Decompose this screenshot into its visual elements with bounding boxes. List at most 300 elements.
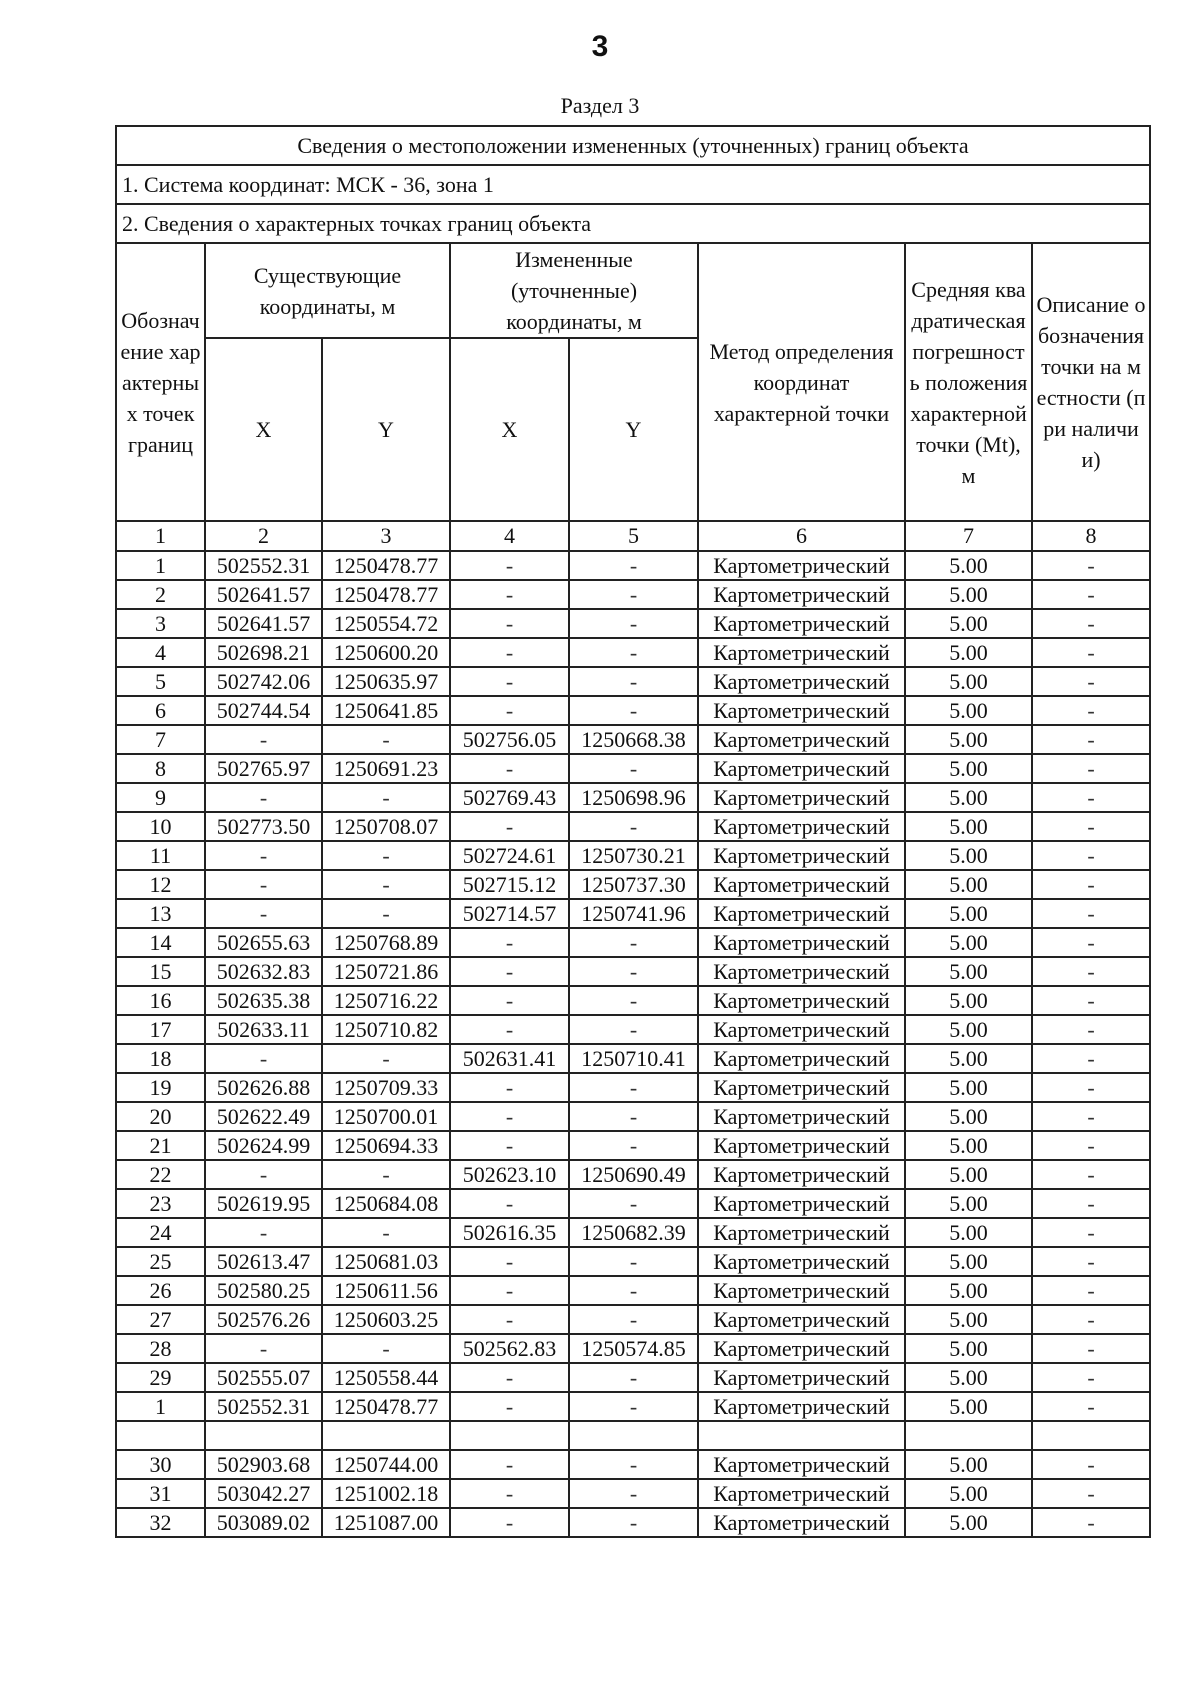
existing-y-cell: 1250554.72 xyxy=(322,609,450,638)
point-id-cell: 20 xyxy=(116,1102,205,1131)
column-number: 3 xyxy=(322,521,450,551)
table-row xyxy=(116,754,1150,783)
method-cell: Картометрический xyxy=(698,580,905,609)
point-id-cell: 18 xyxy=(116,1044,205,1073)
description-cell: - xyxy=(1032,1073,1150,1102)
existing-x-cell: - xyxy=(205,870,322,899)
method-cell: Картометрический xyxy=(698,1334,905,1363)
table-title: Сведения о местоположении измененных (уточненных) границ объекта xyxy=(116,126,1150,165)
changed-y-cell: 1250574.85 xyxy=(569,1334,698,1363)
existing-y-cell: 1250768.89 xyxy=(322,928,450,957)
mean-error-cell: 5.00 xyxy=(905,1102,1032,1131)
mean-error-cell xyxy=(905,1421,1032,1450)
description-cell: - xyxy=(1032,1508,1150,1537)
changed-x-cell: - xyxy=(450,812,569,841)
changed-y-cell: 1250698.96 xyxy=(569,783,698,812)
mean-error-cell: 5.00 xyxy=(905,986,1032,1015)
existing-y-cell: 1250478.77 xyxy=(322,580,450,609)
mean-error-cell: 5.00 xyxy=(905,1276,1032,1305)
changed-y-cell: 1250682.39 xyxy=(569,1218,698,1247)
point-id-cell: 31 xyxy=(116,1479,205,1508)
description-cell: - xyxy=(1032,580,1150,609)
mean-error-cell: 5.00 xyxy=(905,812,1032,841)
changed-y-cell: - xyxy=(569,609,698,638)
description-cell: - xyxy=(1032,1218,1150,1247)
mean-error-cell: 5.00 xyxy=(905,1189,1032,1218)
column-number: 6 xyxy=(698,521,905,551)
column-number: 8 xyxy=(1032,521,1150,551)
changed-y-cell: 1250710.41 xyxy=(569,1044,698,1073)
description-cell: - xyxy=(1032,1392,1150,1421)
changed-x-cell: - xyxy=(450,667,569,696)
existing-y-cell: - xyxy=(322,725,450,754)
point-id-cell: 17 xyxy=(116,1015,205,1044)
mean-error-cell: 5.00 xyxy=(905,1392,1032,1421)
existing-y-cell: 1250558.44 xyxy=(322,1363,450,1392)
mean-error-cell: 5.00 xyxy=(905,638,1032,667)
column-number: 7 xyxy=(905,521,1032,551)
header-description: Описание обозначения точки на местности (при наличии) xyxy=(1032,243,1150,521)
table-row xyxy=(116,1160,1150,1189)
changed-y-cell: - xyxy=(569,551,698,580)
table-row xyxy=(116,1392,1150,1421)
table-row xyxy=(116,899,1150,928)
table-row xyxy=(116,667,1150,696)
changed-x-cell: - xyxy=(450,609,569,638)
changed-x-cell xyxy=(450,1421,569,1450)
description-cell: - xyxy=(1032,1247,1150,1276)
method-cell: Картометрический xyxy=(698,1102,905,1131)
existing-y-cell: 1250708.07 xyxy=(322,812,450,841)
method-cell: Картометрический xyxy=(698,899,905,928)
changed-x-cell: - xyxy=(450,638,569,667)
mean-error-cell: 5.00 xyxy=(905,1218,1032,1247)
mean-error-cell: 5.00 xyxy=(905,1247,1032,1276)
table-row xyxy=(116,1421,1150,1450)
existing-x-cell: - xyxy=(205,899,322,928)
point-id-cell: 14 xyxy=(116,928,205,957)
mean-error-cell: 5.00 xyxy=(905,1334,1032,1363)
existing-y-cell: 1250684.08 xyxy=(322,1189,450,1218)
existing-x-cell: 502773.50 xyxy=(205,812,322,841)
method-cell: Картометрический xyxy=(698,1276,905,1305)
changed-x-cell: 502562.83 xyxy=(450,1334,569,1363)
table-row xyxy=(116,1276,1150,1305)
coordinates-table xyxy=(115,125,1151,1538)
point-id-cell: 10 xyxy=(116,812,205,841)
point-id-cell: 30 xyxy=(116,1450,205,1479)
changed-x-cell: 502616.35 xyxy=(450,1218,569,1247)
existing-x-cell: 502552.31 xyxy=(205,551,322,580)
existing-x-cell: 502903.68 xyxy=(205,1450,322,1479)
changed-x-cell: 502756.05 xyxy=(450,725,569,754)
method-cell: Картометрический xyxy=(698,1160,905,1189)
method-cell: Картометрический xyxy=(698,1044,905,1073)
coordinate-system: 1. Система координат: МСК - 36, зона 1 xyxy=(116,165,1150,204)
existing-y-cell: 1250603.25 xyxy=(322,1305,450,1334)
description-cell: - xyxy=(1032,754,1150,783)
existing-x-cell: 502555.07 xyxy=(205,1363,322,1392)
method-cell: Картометрический xyxy=(698,1450,905,1479)
mean-error-cell: 5.00 xyxy=(905,1015,1032,1044)
existing-x-cell: 502552.31 xyxy=(205,1392,322,1421)
method-cell: Картометрический xyxy=(698,1392,905,1421)
changed-x-cell: - xyxy=(450,1276,569,1305)
description-cell xyxy=(1032,1421,1150,1450)
existing-x-cell: 502576.26 xyxy=(205,1305,322,1334)
header-existing-x: X xyxy=(205,338,322,521)
changed-x-cell: 502769.43 xyxy=(450,783,569,812)
point-id-cell xyxy=(116,1421,205,1450)
method-cell: Картометрический xyxy=(698,1247,905,1276)
changed-y-cell: - xyxy=(569,928,698,957)
method-cell: Картометрический xyxy=(698,667,905,696)
table-row xyxy=(116,1305,1150,1334)
table-body xyxy=(116,551,1150,1537)
existing-x-cell: - xyxy=(205,1334,322,1363)
mean-error-cell: 5.00 xyxy=(905,1363,1032,1392)
existing-x-cell: 503089.02 xyxy=(205,1508,322,1537)
table-row xyxy=(116,986,1150,1015)
existing-x-cell: 502698.21 xyxy=(205,638,322,667)
existing-x-cell: 502626.88 xyxy=(205,1073,322,1102)
mean-error-cell: 5.00 xyxy=(905,754,1032,783)
changed-x-cell: - xyxy=(450,1189,569,1218)
changed-y-cell: - xyxy=(569,1479,698,1508)
changed-y-cell: - xyxy=(569,1131,698,1160)
header-method: Метод определения координат характерной точки xyxy=(698,243,905,521)
method-cell: Картометрический xyxy=(698,870,905,899)
method-cell: Картометрический xyxy=(698,1479,905,1508)
table-row xyxy=(116,1218,1150,1247)
changed-x-cell: 502715.12 xyxy=(450,870,569,899)
changed-x-cell: - xyxy=(450,1131,569,1160)
point-id-cell: 11 xyxy=(116,841,205,870)
existing-x-cell: 502580.25 xyxy=(205,1276,322,1305)
description-cell: - xyxy=(1032,783,1150,812)
existing-y-cell xyxy=(322,1421,450,1450)
table-row xyxy=(116,957,1150,986)
changed-x-cell: - xyxy=(450,696,569,725)
table-row xyxy=(116,783,1150,812)
header-mean-error: Средняя квадратическая погрешность положения характерной точки (Mt), м xyxy=(905,243,1032,521)
method-cell: Картометрический xyxy=(698,696,905,725)
table-row xyxy=(116,841,1150,870)
changed-y-cell: - xyxy=(569,1508,698,1537)
mean-error-cell: 5.00 xyxy=(905,841,1032,870)
description-cell: - xyxy=(1032,1102,1150,1131)
changed-x-cell: - xyxy=(450,551,569,580)
header-changed-y: Y xyxy=(569,338,698,521)
changed-x-cell: - xyxy=(450,1102,569,1131)
changed-y-cell: - xyxy=(569,754,698,783)
mean-error-cell: 5.00 xyxy=(905,1305,1032,1334)
point-id-cell: 3 xyxy=(116,609,205,638)
method-cell xyxy=(698,1421,905,1450)
description-cell: - xyxy=(1032,609,1150,638)
changed-y-cell: 1250690.49 xyxy=(569,1160,698,1189)
changed-y-cell: - xyxy=(569,986,698,1015)
existing-y-cell: 1250716.22 xyxy=(322,986,450,1015)
description-cell: - xyxy=(1032,1450,1150,1479)
existing-y-cell: 1250478.77 xyxy=(322,551,450,580)
table-row xyxy=(116,609,1150,638)
changed-x-cell: 502623.10 xyxy=(450,1160,569,1189)
method-cell: Картометрический xyxy=(698,1073,905,1102)
existing-x-cell: - xyxy=(205,1218,322,1247)
description-cell: - xyxy=(1032,1276,1150,1305)
changed-x-cell: 502724.61 xyxy=(450,841,569,870)
changed-y-cell: - xyxy=(569,1392,698,1421)
description-cell: - xyxy=(1032,928,1150,957)
page-number: 3 xyxy=(591,30,609,63)
point-id-cell: 5 xyxy=(116,667,205,696)
mean-error-cell: 5.00 xyxy=(905,1508,1032,1537)
existing-x-cell: 502765.97 xyxy=(205,754,322,783)
existing-x-cell: 502613.47 xyxy=(205,1247,322,1276)
changed-y-cell: 1250668.38 xyxy=(569,725,698,754)
table-row xyxy=(116,1479,1150,1508)
existing-y-cell: 1250600.20 xyxy=(322,638,450,667)
method-cell: Картометрический xyxy=(698,638,905,667)
description-cell: - xyxy=(1032,957,1150,986)
mean-error-cell: 5.00 xyxy=(905,928,1032,957)
changed-y-cell: - xyxy=(569,696,698,725)
table-row xyxy=(116,1015,1150,1044)
header-changed-x: X xyxy=(450,338,569,521)
method-cell: Картометрический xyxy=(698,1131,905,1160)
description-cell: - xyxy=(1032,1305,1150,1334)
description-cell: - xyxy=(1032,870,1150,899)
point-id-cell: 28 xyxy=(116,1334,205,1363)
existing-y-cell: 1250700.01 xyxy=(322,1102,450,1131)
table-row xyxy=(116,696,1150,725)
description-cell: - xyxy=(1032,1334,1150,1363)
method-cell: Картометрический xyxy=(698,725,905,754)
table-row xyxy=(116,580,1150,609)
column-number: 2 xyxy=(205,521,322,551)
method-cell: Картометрический xyxy=(698,754,905,783)
existing-x-cell: 502624.99 xyxy=(205,1131,322,1160)
existing-x-cell: 502635.38 xyxy=(205,986,322,1015)
existing-y-cell: 1250478.77 xyxy=(322,1392,450,1421)
description-cell: - xyxy=(1032,1160,1150,1189)
existing-x-cell: 502744.54 xyxy=(205,696,322,725)
mean-error-cell: 5.00 xyxy=(905,870,1032,899)
changed-y-cell: 1250741.96 xyxy=(569,899,698,928)
method-cell: Картометрический xyxy=(698,957,905,986)
mean-error-cell: 5.00 xyxy=(905,551,1032,580)
point-id-cell: 2 xyxy=(116,580,205,609)
existing-y-cell: 1250744.00 xyxy=(322,1450,450,1479)
method-cell: Картометрический xyxy=(698,928,905,957)
mean-error-cell: 5.00 xyxy=(905,1450,1032,1479)
existing-y-cell: - xyxy=(322,1218,450,1247)
description-cell: - xyxy=(1032,1189,1150,1218)
existing-x-cell: 502633.11 xyxy=(205,1015,322,1044)
existing-x-cell: - xyxy=(205,1044,322,1073)
changed-y-cell: - xyxy=(569,1189,698,1218)
description-cell: - xyxy=(1032,812,1150,841)
existing-y-cell: 1250641.85 xyxy=(322,696,450,725)
method-cell: Картометрический xyxy=(698,812,905,841)
table-row xyxy=(116,551,1150,580)
method-cell: Картометрический xyxy=(698,1218,905,1247)
changed-y-cell: - xyxy=(569,1276,698,1305)
table-row xyxy=(116,1189,1150,1218)
method-cell: Картометрический xyxy=(698,1015,905,1044)
existing-y-cell: - xyxy=(322,870,450,899)
changed-x-cell: - xyxy=(450,1073,569,1102)
existing-x-cell: - xyxy=(205,783,322,812)
table-row xyxy=(116,928,1150,957)
existing-y-cell: 1250611.56 xyxy=(322,1276,450,1305)
point-id-cell: 29 xyxy=(116,1363,205,1392)
table-row xyxy=(116,725,1150,754)
existing-x-cell: 502655.63 xyxy=(205,928,322,957)
point-id-cell: 24 xyxy=(116,1218,205,1247)
points-section-header: 2. Сведения о характерных точках границ объекта xyxy=(116,204,1150,243)
point-id-cell: 1 xyxy=(116,551,205,580)
changed-y-cell: - xyxy=(569,580,698,609)
point-id-cell: 1 xyxy=(116,1392,205,1421)
changed-y-cell: - xyxy=(569,1305,698,1334)
changed-y-cell: - xyxy=(569,1450,698,1479)
existing-x-cell: 502619.95 xyxy=(205,1189,322,1218)
changed-y-cell: - xyxy=(569,1073,698,1102)
mean-error-cell: 5.00 xyxy=(905,783,1032,812)
column-number: 5 xyxy=(569,521,698,551)
changed-x-cell: - xyxy=(450,928,569,957)
changed-y-cell: - xyxy=(569,1363,698,1392)
changed-x-cell: - xyxy=(450,1305,569,1334)
mean-error-cell: 5.00 xyxy=(905,1044,1032,1073)
existing-y-cell: - xyxy=(322,841,450,870)
table-row xyxy=(116,638,1150,667)
existing-y-cell: 1250710.82 xyxy=(322,1015,450,1044)
point-id-cell: 16 xyxy=(116,986,205,1015)
existing-y-cell: - xyxy=(322,1160,450,1189)
changed-y-cell: - xyxy=(569,812,698,841)
existing-x-cell xyxy=(205,1421,322,1450)
existing-y-cell: - xyxy=(322,899,450,928)
method-cell: Картометрический xyxy=(698,1508,905,1537)
description-cell: - xyxy=(1032,899,1150,928)
changed-x-cell: - xyxy=(450,957,569,986)
method-cell: Картометрический xyxy=(698,986,905,1015)
header-existing-coords: Существующие координаты, м xyxy=(205,243,450,338)
description-cell: - xyxy=(1032,1131,1150,1160)
changed-x-cell: 502714.57 xyxy=(450,899,569,928)
table-row xyxy=(116,1450,1150,1479)
changed-y-cell: - xyxy=(569,1247,698,1276)
description-cell: - xyxy=(1032,667,1150,696)
description-cell: - xyxy=(1032,696,1150,725)
column-number: 1 xyxy=(116,521,205,551)
header-changed-coords: Измененные (уточненные) координаты, м xyxy=(450,243,698,338)
description-cell: - xyxy=(1032,1015,1150,1044)
mean-error-cell: 5.00 xyxy=(905,1160,1032,1189)
point-id-cell: 25 xyxy=(116,1247,205,1276)
method-cell: Картометрический xyxy=(698,1305,905,1334)
point-id-cell: 12 xyxy=(116,870,205,899)
description-cell: - xyxy=(1032,1363,1150,1392)
existing-y-cell: 1250709.33 xyxy=(322,1073,450,1102)
existing-y-cell: 1250721.86 xyxy=(322,957,450,986)
table-row xyxy=(116,1131,1150,1160)
existing-y-cell: 1250635.97 xyxy=(322,667,450,696)
table-row xyxy=(116,1073,1150,1102)
header-designation: Обозначение характерных точек границ xyxy=(116,243,205,521)
changed-x-cell: - xyxy=(450,1363,569,1392)
description-cell: - xyxy=(1032,1044,1150,1073)
table-row xyxy=(116,1102,1150,1131)
changed-y-cell: - xyxy=(569,667,698,696)
changed-x-cell: - xyxy=(450,1247,569,1276)
changed-x-cell: - xyxy=(450,1015,569,1044)
existing-y-cell: 1250694.33 xyxy=(322,1131,450,1160)
point-id-cell: 6 xyxy=(116,696,205,725)
changed-x-cell: - xyxy=(450,986,569,1015)
existing-x-cell: - xyxy=(205,841,322,870)
table-row xyxy=(116,1508,1150,1537)
existing-x-cell: 502632.83 xyxy=(205,957,322,986)
method-cell: Картометрический xyxy=(698,609,905,638)
table-row xyxy=(116,812,1150,841)
table-row xyxy=(116,870,1150,899)
point-id-cell: 22 xyxy=(116,1160,205,1189)
changed-y-cell: - xyxy=(569,638,698,667)
point-id-cell: 26 xyxy=(116,1276,205,1305)
mean-error-cell: 5.00 xyxy=(905,725,1032,754)
method-cell: Картометрический xyxy=(698,1363,905,1392)
point-id-cell: 23 xyxy=(116,1189,205,1218)
section-title: Раздел 3 xyxy=(560,93,640,118)
method-cell: Картометрический xyxy=(698,783,905,812)
changed-y-cell: 1250730.21 xyxy=(569,841,698,870)
changed-y-cell: - xyxy=(569,1102,698,1131)
existing-y-cell: 1251087.00 xyxy=(322,1508,450,1537)
existing-x-cell: - xyxy=(205,725,322,754)
changed-y-cell: - xyxy=(569,957,698,986)
point-id-cell: 21 xyxy=(116,1131,205,1160)
changed-x-cell: - xyxy=(450,580,569,609)
mean-error-cell: 5.00 xyxy=(905,957,1032,986)
existing-y-cell: 1250681.03 xyxy=(322,1247,450,1276)
existing-y-cell: - xyxy=(322,1334,450,1363)
existing-y-cell: 1250691.23 xyxy=(322,754,450,783)
point-id-cell: 32 xyxy=(116,1508,205,1537)
mean-error-cell: 5.00 xyxy=(905,580,1032,609)
table-row xyxy=(116,1334,1150,1363)
table-row xyxy=(116,1044,1150,1073)
point-id-cell: 7 xyxy=(116,725,205,754)
existing-x-cell: 502622.49 xyxy=(205,1102,322,1131)
description-cell: - xyxy=(1032,638,1150,667)
mean-error-cell: 5.00 xyxy=(905,1131,1032,1160)
changed-y-cell: 1250737.30 xyxy=(569,870,698,899)
mean-error-cell: 5.00 xyxy=(905,667,1032,696)
mean-error-cell: 5.00 xyxy=(905,899,1032,928)
column-number: 4 xyxy=(450,521,569,551)
point-id-cell: 13 xyxy=(116,899,205,928)
existing-y-cell: - xyxy=(322,783,450,812)
method-cell: Картометрический xyxy=(698,1189,905,1218)
mean-error-cell: 5.00 xyxy=(905,1073,1032,1102)
changed-x-cell: - xyxy=(450,1450,569,1479)
description-cell: - xyxy=(1032,841,1150,870)
point-id-cell: 19 xyxy=(116,1073,205,1102)
